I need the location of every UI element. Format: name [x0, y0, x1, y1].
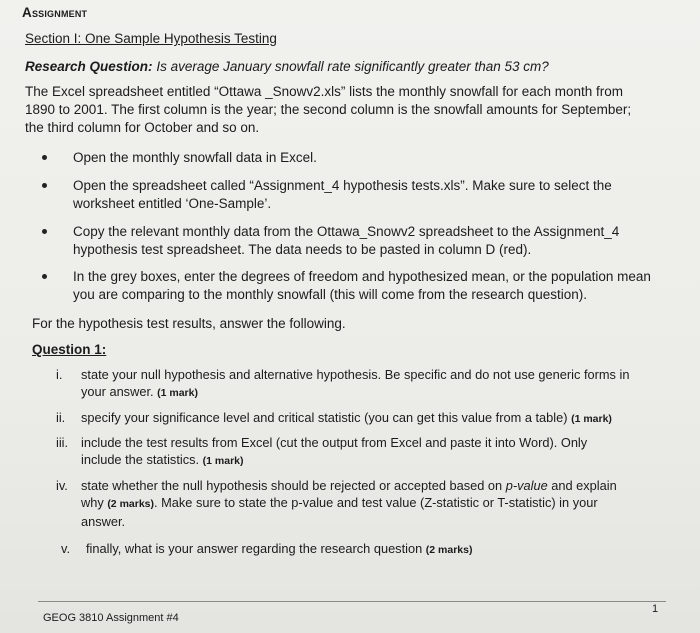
assignment-header: Assignment: [22, 5, 88, 20]
bullet-dot-icon: [42, 229, 47, 234]
bullet-item: Copy the relevant monthly data from the Ottawa_Snowv2 spreadsheet to the Assignment_4 hypothesis test spreadsheet. The data needs to be pasted in column D (red).: [73, 223, 673, 259]
bullet-dot-icon: [42, 155, 47, 160]
lead-in-text: For the hypothesis test results, answer the following.: [32, 316, 346, 331]
intro-paragraph: [25, 83, 665, 137]
research-question-label: Research Question:: [25, 59, 153, 74]
mark-label: (2 marks): [425, 544, 473, 556]
question-item: i. state your null hypothesis and alternative hypothesis. Be specific and do not use generic forms in your answer. (1 mark): [56, 367, 630, 399]
bullet-dot-icon: [42, 274, 47, 279]
question-title: Question 1:: [32, 342, 107, 357]
question-item: ii. specify your significance level and critical statistic (you can get this value from a table) (1 mark): [56, 410, 612, 425]
bullet-item: Open the monthly snowfall data in Excel.: [73, 149, 673, 167]
mark-label: (2 marks): [107, 498, 155, 510]
intro-line: 1890 to 2001. The first column is the year; the second column is the snowfall amounts for September;: [25, 102, 632, 117]
question-item: iii. include the test results from Excel (cut the output from Excel and paste it into Word). Only include the statistics. (1 mark): [56, 435, 588, 467]
research-question-text: Is average January snowfall rate significantly greater than 53 cm?: [156, 59, 549, 74]
footer-course: GEOG 3810 Assignment #4: [43, 612, 179, 624]
bullet-dot-icon: [42, 183, 47, 188]
footer-divider: [38, 601, 666, 602]
research-question: [25, 59, 549, 74]
intro-line: the third column for October and so on.: [25, 120, 260, 135]
bullet-item: In the grey boxes, enter the degrees of freedom and hypothesized mean, or the population mean you are comparing to the monthly snowfall (this will come from the research question).: [73, 268, 673, 304]
mark-label: (1 mark): [202, 455, 244, 467]
mark-label: (1 mark): [571, 413, 612, 425]
question-item: iv. state whether the null hypothesis should be rejected or accepted based on p-value and explain why (2 marks). Make sure to state the p-value and test value (Z-statistic or T-statistic) in your answer.: [56, 478, 617, 529]
mark-label: (1 mark): [157, 387, 198, 399]
question-item: v. finally, what is your answer regarding the research question (2 marks): [61, 541, 473, 556]
page-number: 1: [652, 603, 659, 615]
intro-line: The Excel spreadsheet entitled “Ottawa _Snowv2.xls” lists the monthly snowfall for each month from: [25, 84, 624, 99]
bullet-item: Open the spreadsheet called “Assignment_4 hypothesis tests.xls”. Make sure to select the worksheet entitled ‘One-Sample’.: [73, 177, 673, 213]
section-title: Section I: One Sample Hypothesis Testing: [25, 31, 277, 46]
